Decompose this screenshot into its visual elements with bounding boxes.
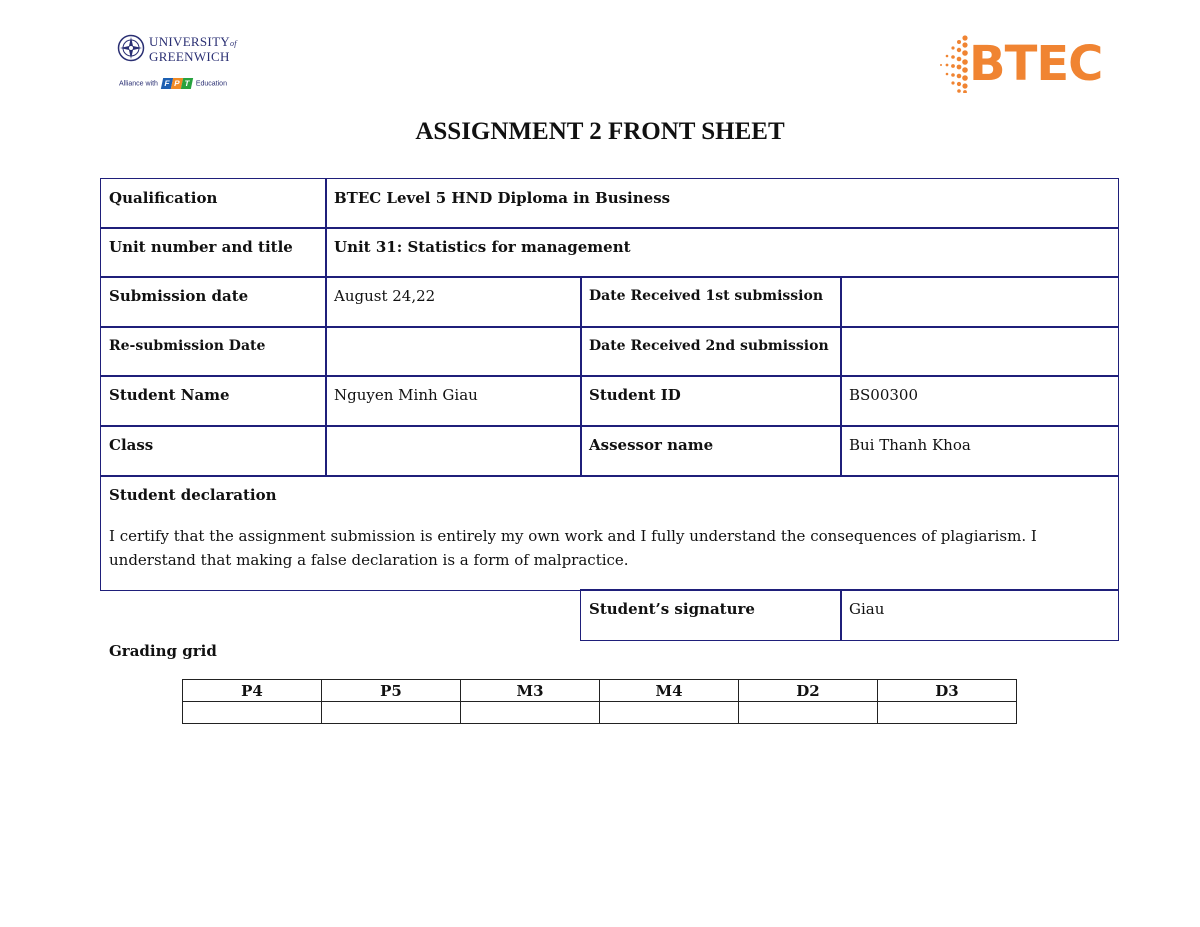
greenwich-wordmark: UNIVERSITYof GREENWICH [149,34,237,64]
grade-value-m3 [461,702,600,724]
grading-grid-title: Grading grid [109,642,217,660]
class-label: Class [100,425,327,477]
qualification-label: Qualification [100,178,327,229]
grade-header-p5: P5 [322,680,461,702]
grade-header-m4: M4 [600,680,739,702]
student-name-value: Nguyen Minh Giau [325,375,582,427]
grading-header-row [183,680,1017,702]
assessor-label: Assessor name [580,425,842,477]
received-2nd-label: Date Received 2nd submission [580,326,842,377]
grade-value-p4 [183,702,322,724]
grade-header-d3: D3 [878,680,1017,702]
received-2nd-value [840,326,1119,377]
grade-value-p5 [322,702,461,724]
signature-value: Giau [840,589,1119,641]
btec-logo [935,35,1120,93]
front-sheet-form [100,178,1119,641]
grading-grid [182,679,1017,724]
submission-date-value: August 24,22 [325,276,582,328]
student-id-label: Student ID [580,375,842,427]
grade-value-d2 [739,702,878,724]
submission-date-label: Submission date [100,276,327,328]
alliance-line: Alliance with F P T Education [119,79,227,88]
greenwich-seal-icon [117,34,145,62]
grade-value-d3 [878,702,1017,724]
qualification-value: BTEC Level 5 HND Diploma in Business [325,178,1119,229]
grade-value-m4 [600,702,739,724]
student-declaration [100,475,1119,591]
fpt-logo: F P T [162,78,192,89]
grade-header-d2: D2 [739,680,878,702]
unit-value: Unit 31: Statistics for management [325,227,1119,278]
grade-header-p4: P4 [183,680,322,702]
student-id-value: BS00300 [840,375,1119,427]
university-of-greenwich-logo [117,33,247,93]
received-1st-label: Date Received 1st submission [580,276,842,328]
grade-header-m3: M3 [461,680,600,702]
assessor-value: Bui Thanh Khoa [840,425,1119,477]
class-value [325,425,582,477]
received-1st-value [840,276,1119,328]
grading-value-row [183,702,1017,724]
unit-label: Unit number and title [100,227,327,278]
btec-wordmark: BTEC [969,36,1103,92]
student-name-label: Student Name [100,375,327,427]
declaration-text: I certify that the assignment submission is entirely my own work and I fully understand the consequences of plagiarism. I understand that making a false declaration is a form of malpractice. [109,527,1037,569]
resubmission-date-value [325,326,582,377]
signature-label: Student’s signature [580,589,842,641]
declaration-heading: Student declaration [109,486,277,504]
resubmission-date-label: Re-submission Date [100,326,327,377]
page-title: ASSIGNMENT 2 FRONT SHEET [415,118,785,145]
